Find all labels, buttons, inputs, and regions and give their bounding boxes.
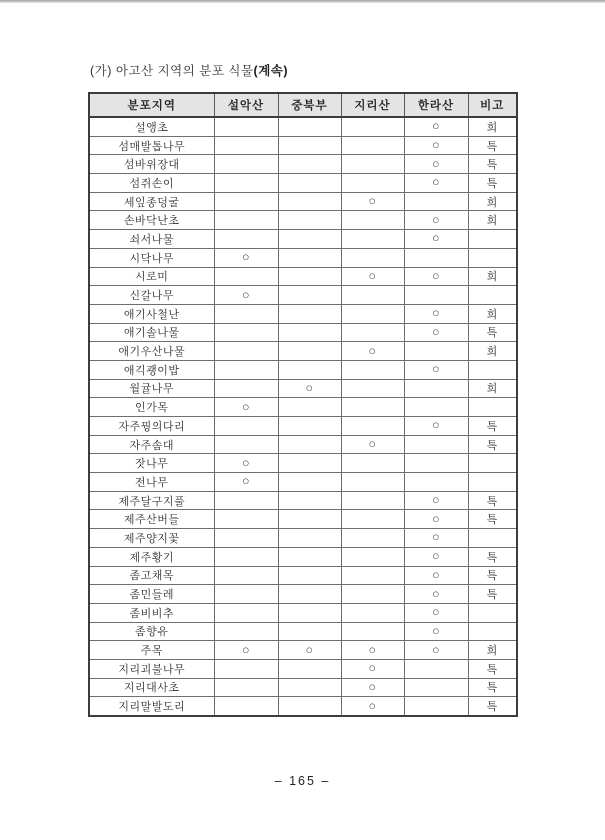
table-row xyxy=(89,697,517,716)
presence-mark-cell xyxy=(278,585,341,604)
plant-name-cell: 애기사철난 xyxy=(89,304,214,323)
circle-mark: ○ xyxy=(431,530,441,545)
presence-mark-cell xyxy=(341,230,404,249)
plant-name-cell: 제주산버들 xyxy=(89,510,214,529)
table-row xyxy=(89,622,517,641)
column-header-0: 분포지역 xyxy=(89,93,214,117)
presence-mark-cell xyxy=(341,435,404,454)
plant-name-cell: 제주달구지풀 xyxy=(89,491,214,510)
plant-name-cell: 애기솔나물 xyxy=(89,323,214,342)
presence-mark-cell xyxy=(278,379,341,398)
plant-name-cell: 좀비비추 xyxy=(89,603,214,622)
presence-mark-cell xyxy=(341,678,404,697)
column-header-3: 지리산 xyxy=(341,93,404,117)
table-row xyxy=(89,454,517,473)
plant-name-cell: 섬바위장대 xyxy=(89,155,214,174)
table-row xyxy=(89,659,517,678)
presence-mark-cell xyxy=(404,155,468,174)
circle-mark: ○ xyxy=(431,418,441,433)
presence-mark-cell xyxy=(278,473,341,492)
circle-mark: ○ xyxy=(241,642,251,657)
plant-name-cell: 자주솜대 xyxy=(89,435,214,454)
presence-mark-cell xyxy=(278,566,341,585)
presence-mark-cell xyxy=(214,211,278,230)
remark-cell: 특 xyxy=(468,136,517,155)
presence-mark-cell xyxy=(214,286,278,305)
presence-mark-cell xyxy=(404,585,468,604)
presence-mark-cell xyxy=(341,641,404,660)
presence-mark-cell xyxy=(404,603,468,622)
presence-mark-cell xyxy=(341,174,404,193)
presence-mark-cell xyxy=(214,659,278,678)
plant-name-cell: 세잎종덩굴 xyxy=(89,192,214,211)
presence-mark-cell xyxy=(278,192,341,211)
plant-name-cell: 자주꿩의다리 xyxy=(89,417,214,436)
table-row xyxy=(89,678,517,697)
plant-name-cell: 좀고채목 xyxy=(89,566,214,585)
presence-mark-cell xyxy=(341,136,404,155)
presence-mark-cell xyxy=(214,435,278,454)
presence-mark-cell xyxy=(214,622,278,641)
presence-mark-cell xyxy=(278,435,341,454)
remark-cell xyxy=(468,529,517,548)
plant-name-cell: 설앵초 xyxy=(89,117,214,136)
presence-mark-cell xyxy=(214,117,278,136)
column-header-2: 중북부 xyxy=(278,93,341,117)
presence-mark-cell xyxy=(404,248,468,267)
presence-mark-cell xyxy=(341,510,404,529)
presence-mark-cell xyxy=(278,417,341,436)
plant-name-cell: 지리말발도리 xyxy=(89,697,214,716)
table-row xyxy=(89,230,517,249)
circle-mark: ○ xyxy=(431,175,441,190)
presence-mark-cell xyxy=(214,230,278,249)
circle-mark: ○ xyxy=(368,437,377,452)
table-row xyxy=(89,417,517,436)
presence-mark-cell xyxy=(404,473,468,492)
presence-mark-cell xyxy=(341,473,404,492)
circle-mark: ○ xyxy=(431,156,441,171)
circle-mark: ○ xyxy=(431,231,441,246)
presence-mark-cell xyxy=(278,398,341,417)
circle-mark: ○ xyxy=(431,623,441,638)
presence-mark-cell xyxy=(278,211,341,230)
presence-mark-cell xyxy=(278,323,341,342)
presence-mark-cell xyxy=(214,342,278,361)
presence-mark-cell xyxy=(404,360,468,379)
section-title-text: (가) 아고산 지역의 분포 식물 xyxy=(90,64,254,78)
presence-mark-cell xyxy=(278,697,341,716)
circle-mark: ○ xyxy=(368,194,377,209)
presence-mark-cell xyxy=(278,342,341,361)
presence-mark-cell xyxy=(404,398,468,417)
presence-mark-cell xyxy=(404,529,468,548)
presence-mark-cell xyxy=(214,697,278,716)
presence-mark-cell xyxy=(404,622,468,641)
table-row xyxy=(89,342,517,361)
presence-mark-cell xyxy=(278,622,341,641)
presence-mark-cell xyxy=(341,248,404,267)
circle-mark: ○ xyxy=(241,474,251,489)
table-row xyxy=(89,136,517,155)
presence-mark-cell xyxy=(404,435,468,454)
remark-cell: 특 xyxy=(468,155,517,174)
presence-mark-cell xyxy=(404,286,468,305)
presence-mark-cell xyxy=(214,641,278,660)
presence-mark-cell xyxy=(214,323,278,342)
presence-mark-cell xyxy=(214,547,278,566)
remark-cell: 특 xyxy=(468,510,517,529)
table-row xyxy=(89,473,517,492)
remark-cell: 희 xyxy=(468,211,517,230)
presence-mark-cell xyxy=(404,454,468,473)
presence-mark-cell xyxy=(278,267,341,286)
remark-cell: 특 xyxy=(468,547,517,566)
remark-cell: 특 xyxy=(468,435,517,454)
plant-name-cell: 제주양지꽃 xyxy=(89,529,214,548)
presence-mark-cell xyxy=(341,417,404,436)
table-header xyxy=(89,93,517,117)
circle-mark: ○ xyxy=(431,138,441,153)
presence-mark-cell xyxy=(404,230,468,249)
remark-cell: 특 xyxy=(468,585,517,604)
table-row xyxy=(89,117,517,136)
presence-mark-cell xyxy=(341,547,404,566)
table-row xyxy=(89,585,517,604)
presence-mark-cell xyxy=(341,398,404,417)
presence-mark-cell xyxy=(278,659,341,678)
circle-mark: ○ xyxy=(368,343,377,358)
table-row xyxy=(89,547,517,566)
circle-mark: ○ xyxy=(368,679,377,694)
remark-cell xyxy=(468,473,517,492)
column-header-4: 한라산 xyxy=(404,93,468,117)
remark-cell xyxy=(468,603,517,622)
circle-mark: ○ xyxy=(305,380,314,395)
presence-mark-cell xyxy=(278,230,341,249)
remark-cell: 특 xyxy=(468,417,517,436)
table-row xyxy=(89,435,517,454)
presence-mark-cell xyxy=(341,697,404,716)
table-row xyxy=(89,379,517,398)
presence-mark-cell xyxy=(404,510,468,529)
plant-name-cell: 손바닥난초 xyxy=(89,211,214,230)
presence-mark-cell xyxy=(341,454,404,473)
table-row xyxy=(89,641,517,660)
remark-cell: 희 xyxy=(468,641,517,660)
presence-mark-cell xyxy=(278,136,341,155)
table-row xyxy=(89,529,517,548)
remark-cell: 특 xyxy=(468,323,517,342)
presence-mark-cell xyxy=(278,286,341,305)
plant-name-cell: 월귤나무 xyxy=(89,379,214,398)
table-row xyxy=(89,398,517,417)
presence-mark-cell xyxy=(341,529,404,548)
table-row xyxy=(89,603,517,622)
remark-cell: 희 xyxy=(468,304,517,323)
presence-mark-cell xyxy=(404,491,468,510)
presence-mark-cell xyxy=(404,323,468,342)
remark-cell: 특 xyxy=(468,678,517,697)
presence-mark-cell xyxy=(214,304,278,323)
circle-mark: ○ xyxy=(368,661,377,676)
circle-mark: ○ xyxy=(431,268,441,283)
plant-name-cell: 좀민들레 xyxy=(89,585,214,604)
plant-name-cell: 인가목 xyxy=(89,398,214,417)
remark-cell: 희 xyxy=(468,192,517,211)
presence-mark-cell xyxy=(341,267,404,286)
remark-cell: 특 xyxy=(468,697,517,716)
presence-mark-cell xyxy=(214,585,278,604)
presence-mark-cell xyxy=(404,547,468,566)
presence-mark-cell xyxy=(278,491,341,510)
presence-mark-cell xyxy=(278,360,341,379)
circle-mark: ○ xyxy=(431,605,441,620)
circle-mark: ○ xyxy=(431,586,441,601)
column-header-1: 설악산 xyxy=(214,93,278,117)
presence-mark-cell xyxy=(214,678,278,697)
remark-cell xyxy=(468,230,517,249)
remark-cell xyxy=(468,248,517,267)
presence-mark-cell xyxy=(341,491,404,510)
presence-mark-cell xyxy=(341,304,404,323)
presence-mark-cell xyxy=(404,697,468,716)
presence-mark-cell xyxy=(214,174,278,193)
circle-mark: ○ xyxy=(431,119,441,134)
plant-name-cell: 애긱괭이밥 xyxy=(89,360,214,379)
plant-name-cell: 쇠서나물 xyxy=(89,230,214,249)
plant-name-cell: 지리괴불나무 xyxy=(89,659,214,678)
circle-mark: ○ xyxy=(241,250,251,265)
presence-mark-cell xyxy=(278,248,341,267)
presence-mark-cell xyxy=(214,491,278,510)
circle-mark: ○ xyxy=(241,287,251,302)
remark-cell xyxy=(468,360,517,379)
table-row xyxy=(89,248,517,267)
plant-name-cell: 섬쥐손이 xyxy=(89,174,214,193)
presence-mark-cell xyxy=(214,566,278,585)
presence-mark-cell xyxy=(278,174,341,193)
presence-mark-cell xyxy=(278,641,341,660)
presence-mark-cell xyxy=(214,603,278,622)
presence-mark-cell xyxy=(341,360,404,379)
presence-mark-cell xyxy=(278,678,341,697)
presence-mark-cell xyxy=(214,136,278,155)
presence-mark-cell xyxy=(214,248,278,267)
presence-mark-cell xyxy=(278,529,341,548)
presence-mark-cell xyxy=(404,136,468,155)
table-row xyxy=(89,510,517,529)
presence-mark-cell xyxy=(214,192,278,211)
presence-mark-cell xyxy=(341,155,404,174)
presence-mark-cell xyxy=(214,360,278,379)
presence-mark-cell xyxy=(278,117,341,136)
presence-mark-cell xyxy=(404,678,468,697)
table-row xyxy=(89,566,517,585)
table-row xyxy=(89,360,517,379)
table-row xyxy=(89,491,517,510)
plant-name-cell: 좀향유 xyxy=(89,622,214,641)
circle-mark: ○ xyxy=(431,493,441,508)
presence-mark-cell xyxy=(404,267,468,286)
presence-mark-cell xyxy=(341,566,404,585)
remark-cell xyxy=(468,622,517,641)
circle-mark: ○ xyxy=(368,642,377,657)
presence-mark-cell xyxy=(404,117,468,136)
table-row xyxy=(89,211,517,230)
column-header-5: 비고 xyxy=(468,93,517,117)
presence-mark-cell xyxy=(404,566,468,585)
table-row xyxy=(89,323,517,342)
table-row xyxy=(89,155,517,174)
presence-mark-cell xyxy=(341,379,404,398)
plant-distribution-table xyxy=(88,92,518,717)
remark-cell: 희 xyxy=(468,117,517,136)
presence-mark-cell xyxy=(404,659,468,678)
table-row xyxy=(89,286,517,305)
presence-mark-cell xyxy=(278,547,341,566)
presence-mark-cell xyxy=(404,211,468,230)
table-row xyxy=(89,267,517,286)
remark-cell: 희 xyxy=(468,342,517,361)
table-header-row xyxy=(89,93,517,117)
plant-name-cell: 섬매발톱나무 xyxy=(89,136,214,155)
presence-mark-cell xyxy=(341,622,404,641)
plant-name-cell: 시로미 xyxy=(89,267,214,286)
plant-name-cell: 주목 xyxy=(89,641,214,660)
remark-cell xyxy=(468,286,517,305)
circle-mark: ○ xyxy=(368,698,377,713)
presence-mark-cell xyxy=(214,267,278,286)
circle-mark: ○ xyxy=(305,642,314,657)
circle-mark: ○ xyxy=(241,399,251,414)
scan-edge-artifact xyxy=(0,0,605,3)
presence-mark-cell xyxy=(214,379,278,398)
table-row xyxy=(89,174,517,193)
remark-cell: 희 xyxy=(468,267,517,286)
presence-mark-cell xyxy=(404,379,468,398)
circle-mark: ○ xyxy=(431,549,441,564)
remark-cell xyxy=(468,398,517,417)
plant-name-cell: 제주황기 xyxy=(89,547,214,566)
circle-mark: ○ xyxy=(431,511,441,526)
circle-mark: ○ xyxy=(431,324,441,339)
table-body xyxy=(89,117,517,716)
presence-mark-cell xyxy=(341,585,404,604)
presence-mark-cell xyxy=(341,323,404,342)
presence-mark-cell xyxy=(341,211,404,230)
presence-mark-cell xyxy=(341,603,404,622)
section-title-continued: (계속) xyxy=(253,64,289,78)
circle-mark: ○ xyxy=(368,268,377,283)
section-title xyxy=(90,61,288,79)
presence-mark-cell xyxy=(341,342,404,361)
presence-mark-cell xyxy=(278,603,341,622)
circle-mark: ○ xyxy=(431,306,441,321)
presence-mark-cell xyxy=(341,659,404,678)
presence-mark-cell xyxy=(278,304,341,323)
presence-mark-cell xyxy=(214,454,278,473)
page-number: – 165 – xyxy=(274,774,331,788)
presence-mark-cell xyxy=(341,286,404,305)
remark-cell xyxy=(468,454,517,473)
presence-mark-cell xyxy=(404,417,468,436)
presence-mark-cell xyxy=(404,641,468,660)
remark-cell: 특 xyxy=(468,566,517,585)
presence-mark-cell xyxy=(214,529,278,548)
circle-mark: ○ xyxy=(431,362,441,377)
plant-name-cell: 애기우산나물 xyxy=(89,342,214,361)
circle-mark: ○ xyxy=(241,455,251,470)
presence-mark-cell xyxy=(214,398,278,417)
presence-mark-cell xyxy=(404,342,468,361)
presence-mark-cell xyxy=(341,117,404,136)
presence-mark-cell xyxy=(278,155,341,174)
plant-name-cell: 지리대사초 xyxy=(89,678,214,697)
remark-cell: 특 xyxy=(468,174,517,193)
presence-mark-cell xyxy=(214,155,278,174)
presence-mark-cell xyxy=(404,192,468,211)
circle-mark: ○ xyxy=(431,642,441,657)
presence-mark-cell xyxy=(214,417,278,436)
presence-mark-cell xyxy=(404,304,468,323)
presence-mark-cell xyxy=(278,510,341,529)
presence-mark-cell xyxy=(214,510,278,529)
circle-mark: ○ xyxy=(431,212,441,227)
plant-name-cell: 잣나무 xyxy=(89,454,214,473)
plant-name-cell: 시닥나무 xyxy=(89,248,214,267)
presence-mark-cell xyxy=(341,192,404,211)
remark-cell: 특 xyxy=(468,491,517,510)
circle-mark: ○ xyxy=(431,567,441,582)
plant-name-cell: 신갈나무 xyxy=(89,286,214,305)
table-row xyxy=(89,192,517,211)
presence-mark-cell xyxy=(404,174,468,193)
remark-cell: 희 xyxy=(468,379,517,398)
table-row xyxy=(89,304,517,323)
plant-name-cell: 전나무 xyxy=(89,473,214,492)
presence-mark-cell xyxy=(278,454,341,473)
presence-mark-cell xyxy=(214,473,278,492)
remark-cell: 특 xyxy=(468,659,517,678)
